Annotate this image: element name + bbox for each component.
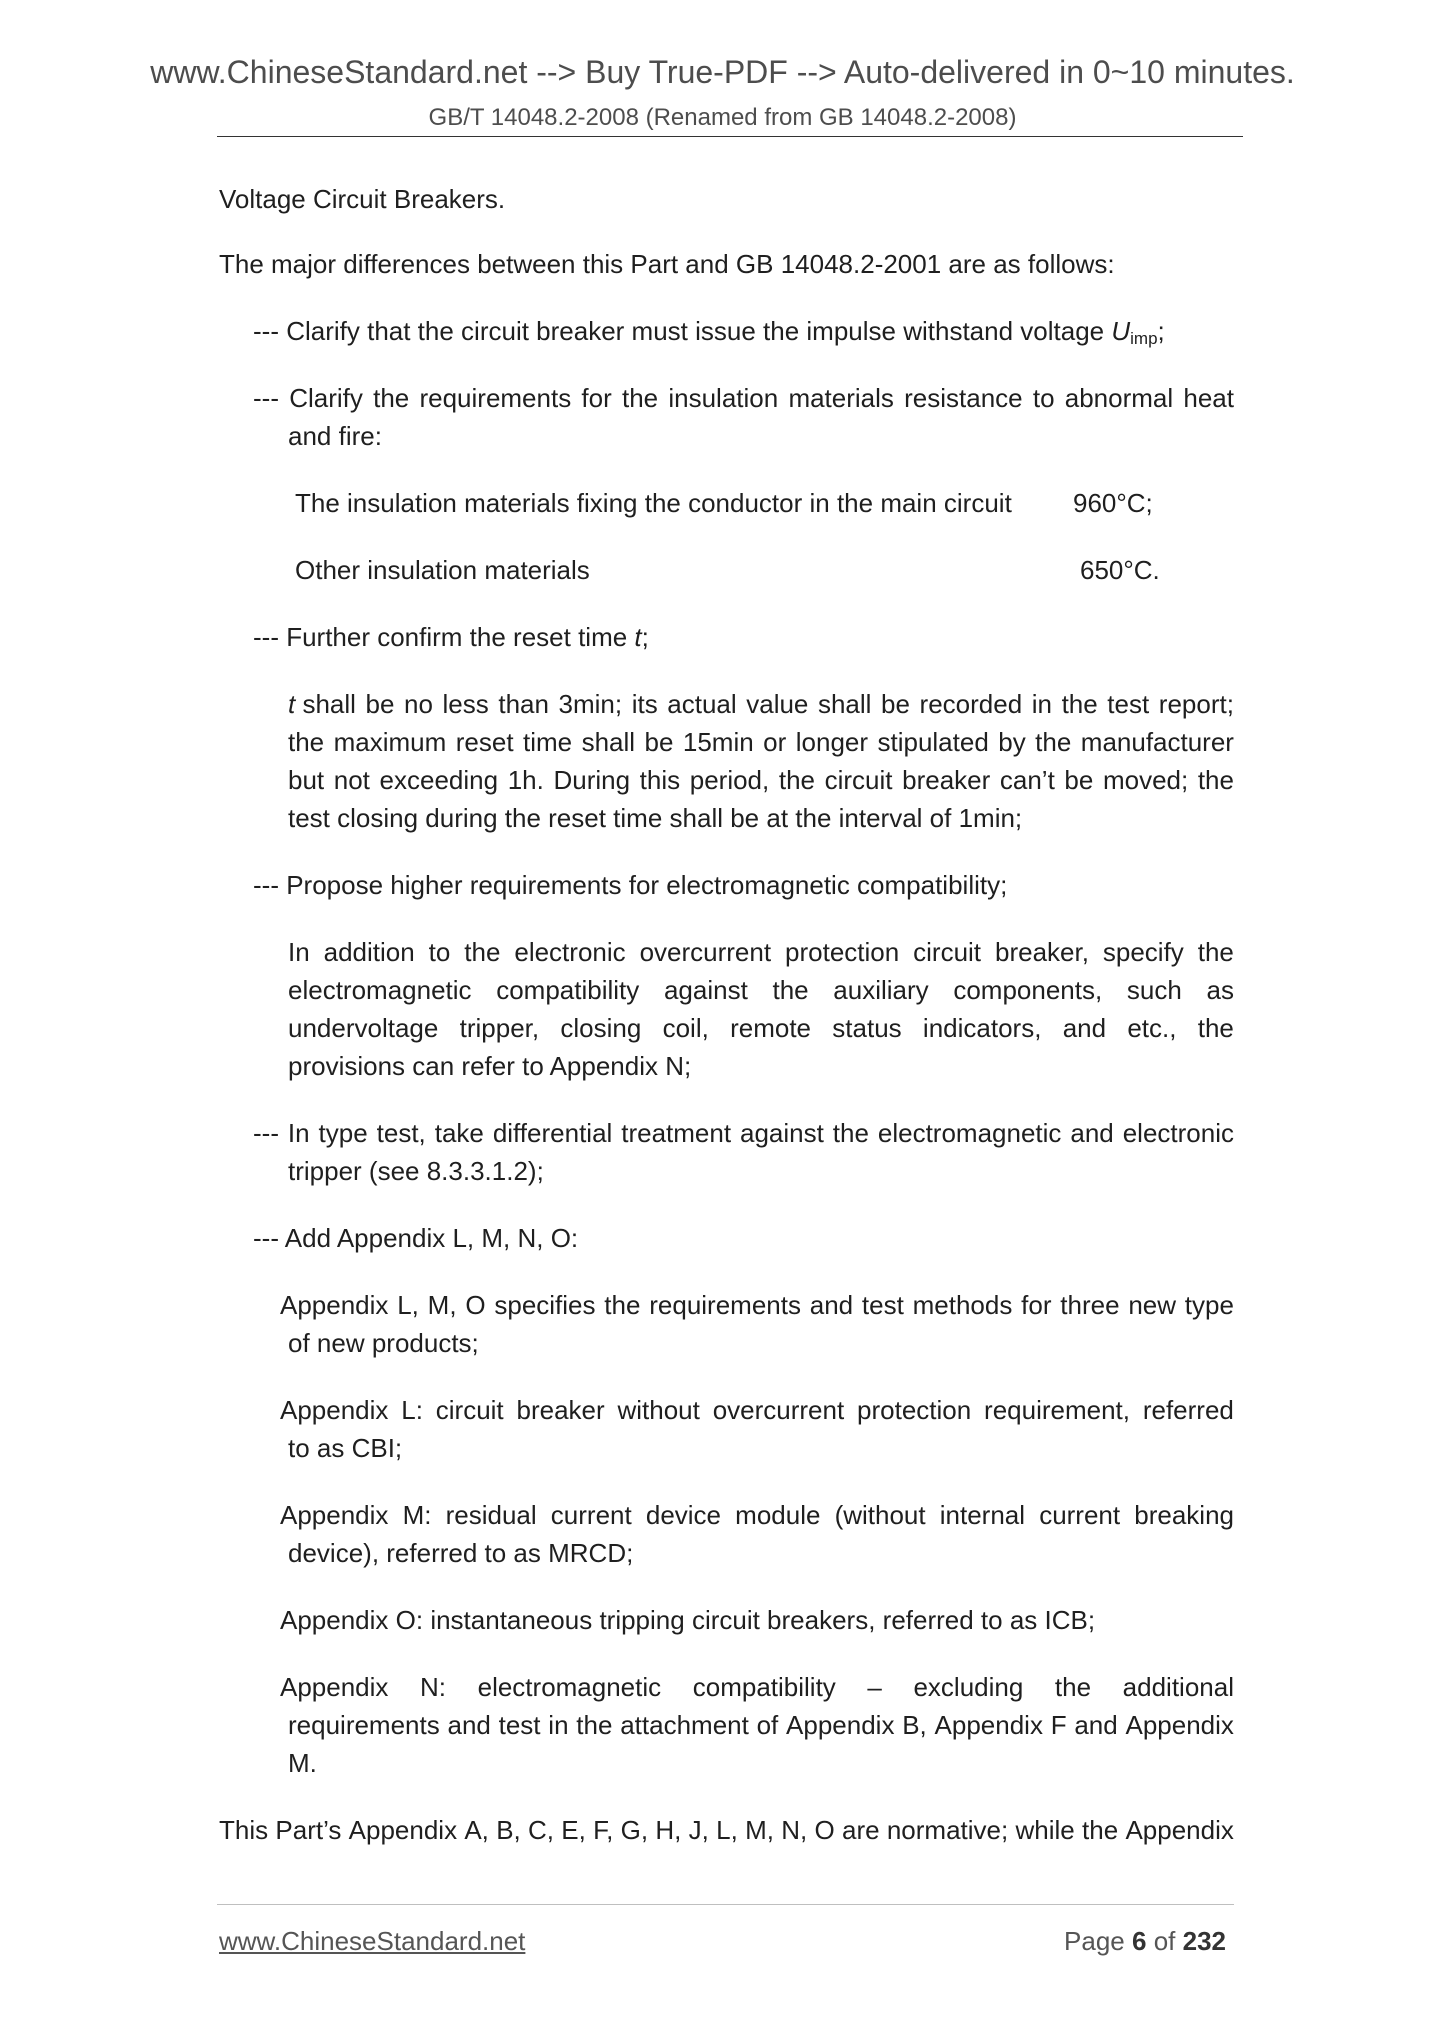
bullet-add-appendix: --- Add Appendix L, M, N, O: xyxy=(253,1223,579,1253)
footer-rule xyxy=(217,1904,1234,1905)
appendix-l-line1: Appendix L: circuit breaker without overcurrent protection requirement, referred xyxy=(280,1395,1234,1425)
appendix-m-line1: Appendix M: residual current device module (without internal current breaking xyxy=(280,1500,1234,1530)
bullet-impulse-voltage: --- Clarify that the circuit breaker must issue the impulse withstand voltage $U_{imp}$; xyxy=(253,316,1165,348)
bullet-type-test-line2: tripper (see 8.3.3.1.2); xyxy=(288,1156,544,1186)
appendix-n-line1: Appendix N: electromagnetic compatibility – excluding the additional xyxy=(280,1672,1234,1702)
appendix-lmo-line2: of new products; xyxy=(288,1328,479,1358)
paragraph-normative: This Part’s Appendix A, B, C, E, F, G, H, J, L, M, N, O are normative; while the Appendix xyxy=(219,1815,1234,1845)
emc-paragraph-line2: electromagnetic compatibility against the auxiliary components, such as xyxy=(288,975,1234,1005)
appendix-m-line2: device), referred to as MRCD; xyxy=(288,1538,634,1568)
header-rule xyxy=(217,136,1243,137)
bullet-type-test-line1: --- In type test, take differential treatment against the electromagnetic and electronic xyxy=(253,1118,1234,1148)
appendix-l-line2: to as CBI; xyxy=(288,1433,403,1463)
emc-paragraph-line3: undervoltage tripper, closing coil, remote status indicators, and etc., the xyxy=(288,1013,1234,1043)
footer-website-link[interactable]: www.ChineseStandard.net xyxy=(219,1926,526,1956)
reset-paragraph-line4: test closing during the reset time shall be at the interval of 1min; xyxy=(288,803,1023,833)
temp-main-circuit-value: 960°C; xyxy=(1073,488,1153,518)
paragraph-intro: Voltage Circuit Breakers. xyxy=(219,184,506,214)
bullet-insulation-line1: --- Clarify the requirements for the insulation materials resistance to abnormal heat xyxy=(253,383,1234,413)
reset-paragraph-line2: the maximum reset time shall be 15min or longer stipulated by the manufacturer xyxy=(288,727,1234,757)
bullet-insulation-line2: and fire: xyxy=(288,421,382,451)
footer-page-number: Page 6 of 232 xyxy=(1064,1926,1226,1956)
reset-paragraph-line1: t shall be no less than 3min; its actual value shall be recorded in the test report; xyxy=(288,689,1234,719)
reset-paragraph-line3: but not exceeding 1h. During this period, the circuit breaker can’t be moved; the xyxy=(288,765,1234,795)
header-banner: www.ChineseStandard.net --> Buy True-PDF --> Auto-delivered in 0~10 minutes. xyxy=(150,54,1295,90)
temp-main-circuit-label: The insulation materials fixing the conductor in the main circuit xyxy=(295,488,1012,518)
temp-other-label: Other insulation materials xyxy=(295,555,590,585)
appendix-lmo-line1: Appendix L, M, O specifies the requirements and test methods for three new type xyxy=(280,1290,1234,1320)
paragraph-differences: The major differences between this Part and GB 14048.2-2001 are as follows: xyxy=(219,249,1115,279)
header-standard-number: GB/T 14048.2-2008 (Renamed from GB 14048.2-2008) xyxy=(428,104,1017,131)
emc-paragraph-line4: provisions can refer to Appendix N; xyxy=(288,1051,692,1081)
temp-other-value: 650°C. xyxy=(1080,555,1160,585)
appendix-n-line2: requirements and test in the attachment of Appendix B, Appendix F and Appendix xyxy=(288,1710,1234,1740)
emc-paragraph-line1: In addition to the electronic overcurrent protection circuit breaker, specify the xyxy=(288,937,1234,967)
bullet-reset-time: --- Further confirm the reset time t; xyxy=(253,622,649,652)
appendix-n-line3: M. xyxy=(288,1748,317,1778)
bullet-emc: --- Propose higher requirements for electromagnetic compatibility; xyxy=(253,870,1008,900)
appendix-o: Appendix O: instantaneous tripping circuit breakers, referred to as ICB; xyxy=(280,1605,1096,1635)
